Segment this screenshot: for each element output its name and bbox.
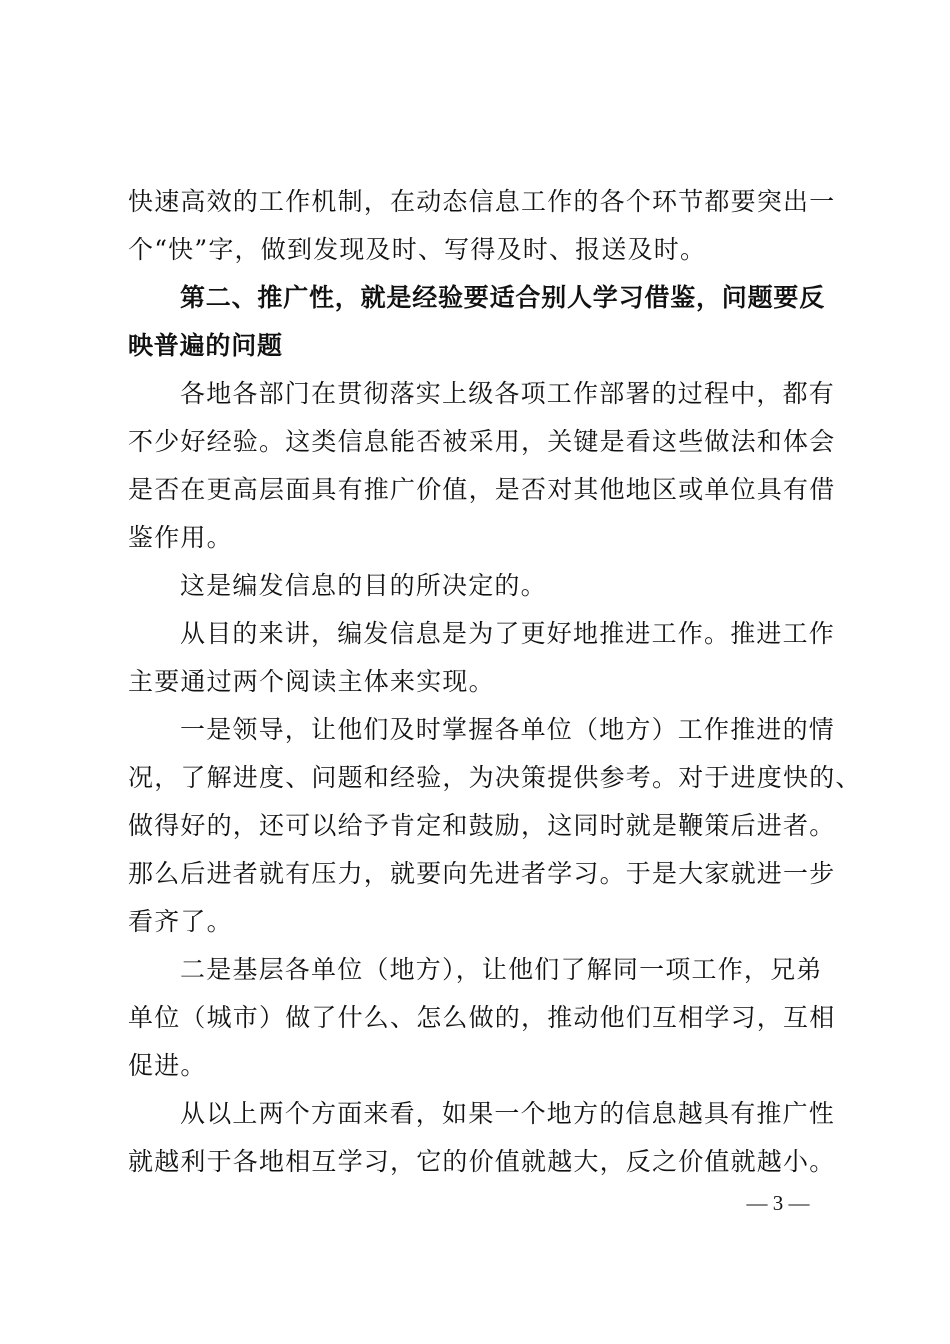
text-line: 主要通过两个阅读主体来实现。: [128, 667, 495, 696]
paragraph-first-line: 从以上两个方面来看，如果一个地方的信息越具有推广性: [180, 1099, 836, 1128]
section-heading-line: 映普遍的问题: [128, 331, 283, 360]
paragraph-first-line: 一是领导，让他们及时掌握各单位（地方）工作推进的情: [180, 715, 836, 744]
text-line: 单位（城市）做了什么、怎么做的，推动他们互相学习，互相: [128, 1003, 836, 1032]
text-line: 看齐了。: [128, 907, 233, 936]
text-line: 快速高效的工作机制，在动态信息工作的各个环节都要突出一: [128, 187, 836, 216]
paragraph-first-line: 二是基层各单位（地方），让他们了解同一项工作，兄弟: [180, 955, 823, 984]
text-line: 个“快”字，做到发现及时、写得及时、报送及时。: [128, 235, 707, 264]
paragraph-first-line: 这是编发信息的目的所决定的。: [180, 571, 547, 600]
paragraph-first-line: 各地各部门在贯彻落实上级各项工作部署的过程中，都有: [180, 379, 836, 408]
document-body: [128, 178, 862, 1186]
text-line: 就越利于各地相互学习，它的价值就越大，反之价值就越小。: [128, 1147, 836, 1176]
page-number: — 3 —: [746, 1191, 810, 1215]
text-line: 促进。: [128, 1051, 207, 1080]
text-line: 不少好经验。这类信息能否被采用，关键是看这些做法和体会: [128, 427, 836, 456]
text-line: 况，了解进度、问题和经验，为决策提供参考。对于进度快的、: [128, 763, 862, 792]
text-line: 那么后进者就有压力，就要向先进者学习。于是大家就进一步: [128, 859, 836, 888]
section-heading-line: 第二、推广性，就是经验要适合别人学习借鉴，问题要反: [180, 283, 826, 312]
paragraph-first-line: 从目的来讲，编发信息是为了更好地推进工作。推进工作: [180, 619, 836, 648]
text-line: 是否在更高层面具有推广价值，是否对其他地区或单位具有借: [128, 475, 836, 504]
text-line: 做得好的，还可以给予肯定和鼓励，这同时就是鞭策后进者。: [128, 811, 836, 840]
text-line: 鉴作用。: [128, 523, 233, 552]
